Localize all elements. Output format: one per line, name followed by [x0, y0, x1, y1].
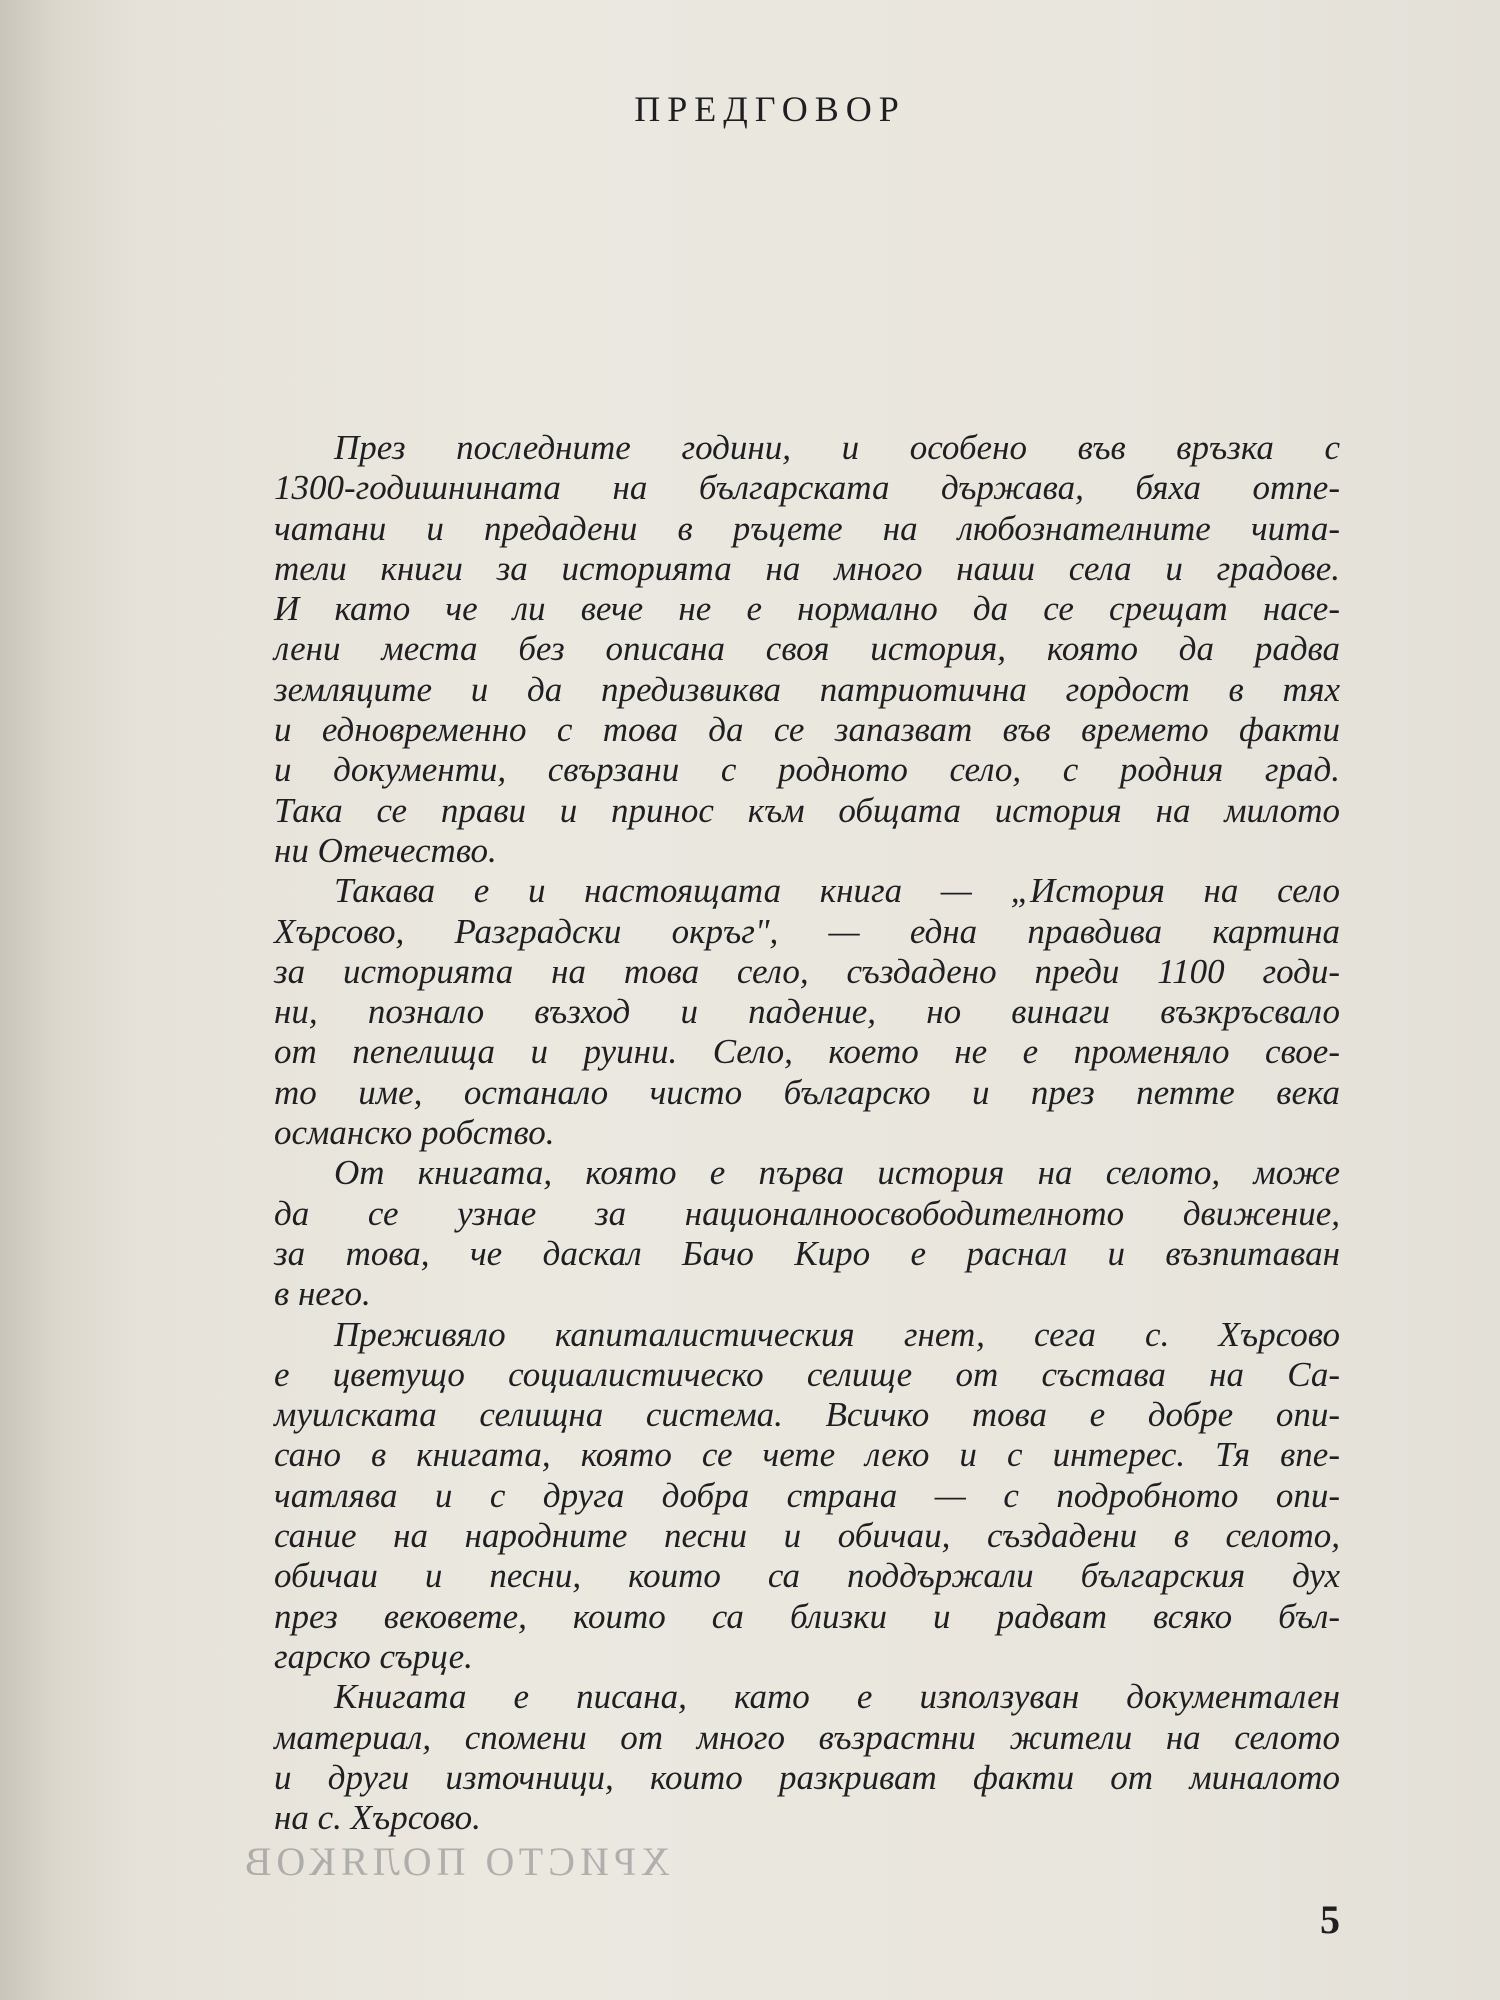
text-line: Така се прави и принос към общата история на милото [274, 790, 1340, 830]
text-line: Книгата е писана, като е използуван документален [334, 1677, 1340, 1717]
text-line: и документи, свързани с родното село, с родния град. [274, 750, 1340, 790]
text-line: ни Отечество. [274, 830, 497, 870]
text-line: Преживяло капиталистическия гнет, сега с. Хърсово [334, 1314, 1340, 1354]
text-line: е цветущо социалистическо селище от състава на Са- [274, 1354, 1340, 1394]
text-line: и едновременно с това да се запазват във времето факти [274, 710, 1340, 750]
text-line: за това, че даскал Бачо Киро е раснал и възпитаван [274, 1233, 1340, 1273]
text-line: обичаи и песни, които са поддържали българския дух [274, 1556, 1340, 1596]
text-line: тели книги за историята на много наши села и градове. [274, 548, 1340, 588]
page-title: ПРЕДГОВОР [634, 89, 906, 129]
text-line: сание на народните песни и обичаи, създадени в селото, [274, 1516, 1340, 1556]
paragraph [274, 1315, 1340, 1678]
text-line: чатани и предадени в ръцете на любознателните чита- [274, 508, 1340, 548]
text-line: да се узнае за националноосвободителното движение, [274, 1193, 1340, 1233]
bleed-through-signature: ХРИСТО ПОЛЯКОВ [239, 1839, 670, 1884]
text-line: 1300-годишнината на българската държава, бяха отпе- [274, 468, 1340, 508]
text-line: на с. Хърсово. [274, 1798, 481, 1838]
text-line: Такава е и настоящата книга — „История на село [334, 871, 1340, 911]
text-line: гарско сърце. [274, 1636, 473, 1676]
paragraph [274, 871, 1340, 1153]
text-line: за историята на това село, създадено преди 1100 годи- [274, 951, 1340, 991]
text-line: Хърсово, Разградски окръг", — една правдива картина [274, 911, 1340, 951]
paragraph [274, 1677, 1340, 1838]
text-line: лени места без описана своя история, която да радва [274, 629, 1340, 669]
text-line: ни, познало възход и падение, но винаги възкръсвало [274, 992, 1340, 1032]
text-line: през вековете, които са близки и радват всяко бъл- [274, 1596, 1340, 1636]
text-line: земляците и да предизвиква патриотична гордост в тях [274, 669, 1340, 709]
text-line: в него. [274, 1274, 371, 1314]
text-line: и други източници, които разкриват факти от миналото [274, 1757, 1340, 1797]
text-line: От книгата, която е първа история на селото, може [334, 1153, 1340, 1193]
text-line: от пепелища и руини. Село, което не е променяло свое- [274, 1032, 1340, 1072]
page-number: 5 [1320, 1897, 1340, 1942]
paragraph [274, 428, 1340, 871]
text-line: то име, останало чисто българско и през петте века [274, 1072, 1340, 1112]
paragraph [274, 1153, 1340, 1314]
text-line: османско робство. [274, 1113, 555, 1153]
text-line: През последните години, и особено във връзка с [334, 428, 1340, 467]
text-line: материал, спомени от много възрастни жители на селото [274, 1717, 1340, 1757]
text-line: сано в книгата, която се чете леко и с интерес. Тя впе- [274, 1435, 1340, 1475]
text-line: чатлява и с друга добра страна — с подробното опи- [274, 1475, 1340, 1515]
text-line: И като че ли вече не е нормално да се срещат насе- [274, 589, 1340, 629]
text-line: муилската селищна система. Всичко това е добре опи- [274, 1395, 1340, 1435]
preface-body [274, 428, 1340, 1838]
